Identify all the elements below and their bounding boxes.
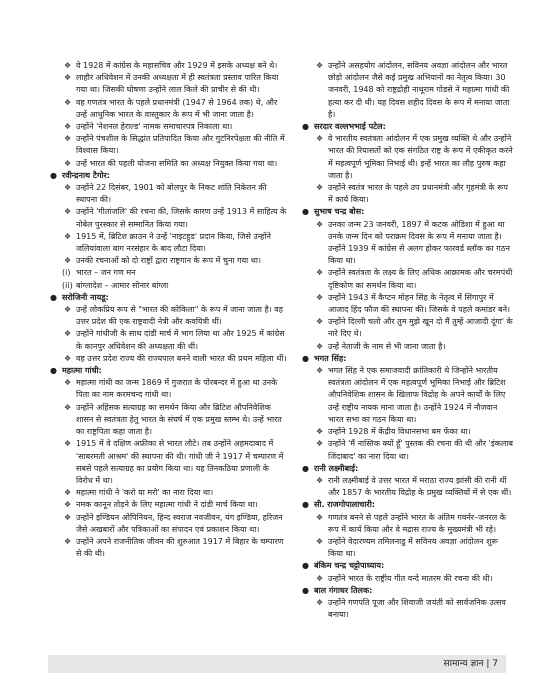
heading-bullet-icon: ● xyxy=(302,353,309,363)
diamond-bullet-icon: ❖ xyxy=(64,122,72,132)
text: उन्होंने भारत के राष्ट्रीय गीत वन्दे मातरम की रचना की थी। xyxy=(328,573,493,583)
text: सरदार वल्लभभाई पटेल: xyxy=(314,122,386,132)
section-heading xyxy=(300,499,514,511)
text: नमक कानून तोड़ने के लिए महात्मा गांधी ने दांडी मार्च किया था। xyxy=(76,500,258,510)
text: उन्होंने स्वतंत्रता के लक्ष्य के लिए अधिक आक्रामक और चरमपंथी दृष्टिकोण का समर्थन किया था। xyxy=(328,268,513,290)
section-heading xyxy=(300,121,514,133)
text: वह उत्तर प्रदेश राज्य की राज्यपाल बनने वाली भारत की प्रथम महिला थीं। xyxy=(76,353,287,363)
bullet-point xyxy=(300,133,514,182)
text: उन्होंने 'मैं नास्तिक क्यों हूँ' पुस्तक की रचना की थी और 'इंकलाब जिंदाबाद' का नारा दिया था। xyxy=(328,439,513,461)
text: उन्होंने इण्डियन ओपिनियन, हिन्द स्वराज नवजीवन, यंग इण्डिया, हरिजन जैसे अखबारों और पत्रिकाओं का संपादन एवं प्रकाशन किया था। xyxy=(76,512,283,534)
text: बंकिम चन्द्र चट्टोपाध्याय: xyxy=(314,561,385,571)
bullet-point xyxy=(48,487,288,499)
diamond-bullet-icon: ❖ xyxy=(64,231,72,241)
section-heading xyxy=(300,463,514,475)
text: उन्हें लोकप्रिय रूप से "भारत की कोकिला" के रूप में जाना जाता है। वह उत्तर प्रदेश की एक राष्ट्रवादी नेत्री और कवयित्री थीं। xyxy=(76,305,284,327)
text: महात्मा गांधी का जन्म 1869 में गुजरात के पोरबन्दर में हुआ था उनके पिता का नाम करमचन्द गांधी था। xyxy=(76,378,278,400)
text: भगत सिंह ने एक समाजवादी क्रांतिकारी थे जिन्होंने भारतीय स्वतंत्रता आंदोलन में एक महत्वपूर्ण भूमिका निभाई और ब्रिटिश औपनिवेशिक शासन के खिलाफ विद्रोह के अपने कार्यों के लिए उन्हें राष्ट्रीय नायक माना जाता है। उन्होंने 1924 में नौजवान भारत सभा का गठन किया था। xyxy=(328,366,506,424)
text: महात्मा गांधी: xyxy=(62,366,102,376)
bullet-point xyxy=(300,267,514,291)
text: भगत सिंह: xyxy=(314,353,347,363)
text: उनका जन्म 23 जनवरी, 1897 में कटक ओडिशा में हुआ था उनके जन्म दिन को पराक्रम दिवस के रूप में मनाया जाता है। उन्होंने 1939 में कांग्रेस से अलग होकर फारवर्ड ब्लॉक का गठन किया था। xyxy=(328,219,510,266)
text: 1915 में, ब्रिटिश क्राउन ने उन्हें 'नाइटहुड' प्रदान किया, जिसे उन्होंने जलियांवाला बाग नरसंहार के बाद लौटा दिया। xyxy=(76,231,271,254)
text: रानी लक्ष्मीबाई वे उत्तर भारत में मराठा राज्य झांसी की रानी थीं और 1857 के भारतीय विद्रोह के प्रमुख व्यक्तियों में से एक थीं। xyxy=(328,475,512,498)
left-column xyxy=(48,60,288,560)
text: उन्होंने 'गीतांजलि' की रचना की, जिसके कारण उन्हें 1913 में साहित्य के नोबेल पुरस्कार से सम्मानित किया गया। xyxy=(76,207,287,229)
bullet-point xyxy=(48,304,288,328)
text: उन्हें नेताजी के नाम से भी जाना जाता है। xyxy=(328,341,446,351)
bullet-point xyxy=(48,536,288,560)
footer-bar xyxy=(48,655,506,673)
heading-bullet-icon: ● xyxy=(50,366,57,376)
bullet-point xyxy=(48,231,288,255)
section-heading xyxy=(300,560,514,572)
bullet-point xyxy=(300,426,514,438)
bullet-point xyxy=(300,365,514,426)
text: महात्मा गांधी ने 'करो या मरो' का नारा दिया था। xyxy=(76,488,214,498)
diamond-bullet-icon: ❖ xyxy=(64,183,72,193)
diamond-bullet-icon: ❖ xyxy=(64,61,72,70)
bullet-point xyxy=(300,597,514,621)
diamond-bullet-icon: ❖ xyxy=(64,256,72,266)
diamond-bullet-icon: ❖ xyxy=(64,439,72,449)
diamond-bullet-icon: ❖ xyxy=(316,268,324,278)
bullet-point xyxy=(300,60,514,121)
heading-bullet-icon: ● xyxy=(50,170,57,180)
heading-bullet-icon: ● xyxy=(302,463,309,473)
diamond-bullet-icon: ❖ xyxy=(64,97,72,107)
diamond-bullet-icon: ❖ xyxy=(316,292,324,302)
bullet-point xyxy=(48,121,288,133)
diamond-bullet-icon: ❖ xyxy=(64,134,72,144)
right-column xyxy=(300,60,514,621)
text: सी. राजगोपालाचारी: xyxy=(314,500,375,510)
bullet-point xyxy=(48,353,288,365)
heading-bullet-icon: ● xyxy=(302,207,309,217)
diamond-bullet-icon: ❖ xyxy=(64,488,72,498)
bullet-point xyxy=(300,292,514,316)
bullet-point xyxy=(300,573,514,585)
diamond-bullet-icon: ❖ xyxy=(316,475,324,485)
heading-bullet-icon: ● xyxy=(302,122,309,132)
bullet-point xyxy=(300,219,514,268)
bullet-point xyxy=(300,438,514,462)
text: गणतंत्र बनने से पहले उन्होंने भारत के अंतिम गवर्नर–जनरल के रूप में कार्य किया और वे मद्रास राज्य के मुख्यमंत्री भी रहे। xyxy=(328,512,506,534)
bullet-point xyxy=(300,512,514,536)
heading-bullet-icon: ● xyxy=(302,561,309,571)
text: उन्होंने 1943 में कैप्टन मोहन सिंह के नेतृत्व में सिंगापुर में आजाद हिंद फौज की स्थापना की। जिसके वे पहले कमांडर बने। xyxy=(328,292,511,315)
diamond-bullet-icon: ❖ xyxy=(64,207,72,217)
heading-bullet-icon: ● xyxy=(50,292,57,302)
section-heading xyxy=(48,170,288,182)
section-heading xyxy=(300,353,514,365)
numbered-item xyxy=(48,267,288,279)
text: उन्हें भारत की पहली योजना समिति का अध्यक्ष नियुक्त किया गया था। xyxy=(76,158,278,168)
diamond-bullet-icon: ❖ xyxy=(64,353,72,363)
item-number: (i) xyxy=(62,268,71,278)
diamond-bullet-icon: ❖ xyxy=(316,512,324,522)
bullet-point xyxy=(48,255,288,267)
diamond-bullet-icon: ❖ xyxy=(64,536,72,546)
diamond-bullet-icon: ❖ xyxy=(316,219,324,229)
section-heading xyxy=(300,206,514,218)
text: सुभाष चन्द्र बोस: xyxy=(314,207,365,217)
diamond-bullet-icon: ❖ xyxy=(316,597,324,607)
heading-bullet-icon: ● xyxy=(302,585,309,595)
text: भारत – जन गण मन xyxy=(76,268,136,278)
diamond-bullet-icon: ❖ xyxy=(316,536,324,546)
bullet-point xyxy=(300,341,514,353)
text: उन्होंने स्वतंत्र भारत के पहले उप प्रधानमंत्री और गृहमंत्री के रूप में कार्य किया। xyxy=(328,183,508,205)
diamond-bullet-icon: ❖ xyxy=(64,512,72,522)
diamond-bullet-icon: ❖ xyxy=(316,317,324,327)
text: उन्होंने 'नेशनल हेराल्ड' नामक समाचारपत्र निकाला था। xyxy=(76,122,233,132)
text: उन्होंने गणपति पूजा और शिवाजी जयंती को सार्वजनिक उत्सव बनाया। xyxy=(328,597,506,620)
bullet-point xyxy=(48,158,288,170)
text: उन्होंने 22 दिसंबर, 1901 को बोलपुर के निकट शांति निकेतन की स्थापना की। xyxy=(76,183,267,205)
diamond-bullet-icon: ❖ xyxy=(316,61,324,70)
text: उन्होंने असहयोग आंदोलन, सविनय अवज्ञा आंदोलन और भारत छोड़ो आंदोलन जैसे कई प्रमुख अभियानों का नेतृत्व किया। 30 जनवरी, 1948 को राष्ट्रद्रोही नाथूराम गोडसे ने महात्मा गांधी की हत्या कर दी थी। यह दिवस शहीद दिवस के रूप में मनाया जाता है। xyxy=(328,61,510,119)
diamond-bullet-icon: ❖ xyxy=(316,183,324,193)
section-heading xyxy=(300,585,514,597)
diamond-bullet-icon: ❖ xyxy=(316,427,324,437)
bullet-point xyxy=(48,377,288,401)
bullet-point xyxy=(48,182,288,206)
text: रवीन्द्रनाथ टैगोर: xyxy=(62,170,110,180)
diamond-bullet-icon: ❖ xyxy=(64,500,72,510)
bullet-point xyxy=(48,97,288,121)
text: उन्होंने वेदारण्यम तमिलनाडु में सविनय अवज्ञा आंदोलन शुरू किया था। xyxy=(328,536,498,559)
bullet-point xyxy=(48,512,288,536)
bullet-point xyxy=(48,328,288,352)
text: उन्होंने 1928 में केंद्रीय विधानसभा बम फेंका था। xyxy=(328,427,471,437)
text: बाल गंगाधर तिलक: xyxy=(314,585,373,595)
text: 1915 में वे दक्षिण अफ्रीका से भारत लौटे। तब उन्होंने अहमदाबाद में 'साबरमती आश्रम' की स्थापना की थी। गांधी जी ने 1917 में चम्पारण में सबसे पहले सत्याग्रह का प्रयोग किया था। यह तिनकठिया प्रणाली के विरोध में था। xyxy=(76,439,284,485)
text: उन्होंने पंचशील के सिद्धांत प्रतिपादित किया और गुटनिरपेक्षता की नीति में विश्वास किया। xyxy=(76,134,285,156)
bullet-point xyxy=(300,475,514,499)
diamond-bullet-icon: ❖ xyxy=(316,366,324,376)
text: उन्होंने अहिंसक सत्याग्रह का समर्थन किया और ब्रिटिश औपनिवेशिक शासन से स्वतंत्रता हेतु भारत के संघर्ष में एक प्रमुख स्तम्भ थे। उन्हें भारत का राष्ट्रपिता कहा जाता है। xyxy=(76,402,282,437)
page-footer-label: सामान्य ज्ञान | 7 xyxy=(443,659,498,669)
section-heading xyxy=(48,365,288,377)
text: वह गणतंत्र भारत के पहले प्रधानमंत्री (1947 से 1964 तक) थे, और उन्हें आधुनिक भारत के वास्तुकार के रूप में भी जाना जाता है। xyxy=(76,97,278,119)
text: उनकी रचनाओं को दो राष्ट्रों द्वारा राष्ट्रगान के रूप में चुना गया था। xyxy=(76,256,261,266)
diamond-bullet-icon: ❖ xyxy=(316,341,324,351)
diamond-bullet-icon: ❖ xyxy=(64,329,72,339)
text: उन्होंने गांधीजी के साथ दांडी मार्च में भाग लिया था और 1925 में कांग्रेस के कानपुर अधिवेशन की अध्यक्षता की थी। xyxy=(76,329,285,351)
bullet-point xyxy=(48,499,288,511)
text: सरोजिनी नायडू: xyxy=(62,292,109,302)
diamond-bullet-icon: ❖ xyxy=(316,573,324,583)
diamond-bullet-icon: ❖ xyxy=(64,378,72,388)
diamond-bullet-icon: ❖ xyxy=(316,134,324,144)
bullet-point xyxy=(48,133,288,157)
bullet-point xyxy=(300,316,514,340)
section-heading xyxy=(48,292,288,304)
bullet-point xyxy=(48,438,288,487)
heading-bullet-icon: ● xyxy=(302,500,309,510)
text: उन्होंने दिल्ली चलो और तुम मुझे खून दो मैं तुम्हें आजादी दूंगा' के नारे दिए थे। xyxy=(328,317,513,339)
text: उन्होंने अपने राजनीतिक जीवन की शुरुआत 1917 में बिहार के चम्पारण से की थी। xyxy=(76,536,284,559)
diamond-bullet-icon: ❖ xyxy=(64,402,72,412)
diamond-bullet-icon: ❖ xyxy=(64,73,72,83)
bullet-point xyxy=(48,72,288,96)
diamond-bullet-icon: ❖ xyxy=(316,439,324,449)
text: रानी लक्ष्मीबाई: xyxy=(314,463,359,473)
diamond-bullet-icon: ❖ xyxy=(64,305,72,315)
bullet-point xyxy=(48,206,288,230)
numbered-item xyxy=(48,280,288,292)
diamond-bullet-icon: ❖ xyxy=(64,158,72,168)
bullet-point xyxy=(48,60,288,72)
text: बांग्लादेश – आमार सोनार बांग्ला xyxy=(76,280,169,290)
bullet-point xyxy=(48,402,288,439)
text: वे भारतीय स्वतंत्रता आंदोलन में एक प्रमुख व्यक्ति थे और उन्होंने भारत की रियासतों को एक संगठित राष्ट्र के रूप में एकीकृत करने में महत्वपूर्ण भूमिका निभाई थी। इन्हें भारत का लौह पुरुष कहा जाता है। xyxy=(328,134,513,180)
bullet-point xyxy=(300,536,514,560)
text: लाहौर अधिवेशन में उनकी अध्यक्षता में ही स्वतंत्रता प्रस्ताव पारित किया गया था। जिसकी घोषणा उन्होंने लाल किले की प्राचीर से की थी। xyxy=(76,73,279,95)
text: वे 1928 में कांग्रेस के महासचिव और 1929 में इसके अध्यक्ष बने थे। xyxy=(76,61,278,70)
bullet-point xyxy=(300,182,514,206)
item-number: (ii) xyxy=(62,280,73,290)
